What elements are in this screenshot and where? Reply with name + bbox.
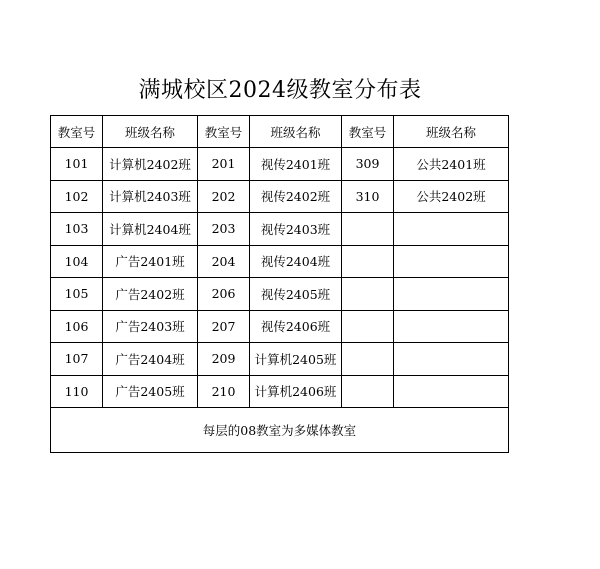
class-name-cell: 广告2403班: [103, 310, 198, 343]
class-name-cell: 视传2401班: [250, 148, 342, 181]
room-number-cell: [342, 245, 394, 278]
room-number-cell: [342, 310, 394, 343]
room-number-cell: 206: [198, 278, 250, 311]
class-name-cell: 计算机2404班: [103, 213, 198, 246]
room-number-cell: 203: [198, 213, 250, 246]
class-name-cell: 视传2403班: [250, 213, 342, 246]
class-name-cell: 公共2401班: [394, 148, 509, 181]
table-row: [51, 278, 509, 311]
class-name-cell: 计算机2402班: [103, 148, 198, 181]
classroom-table: [50, 115, 509, 453]
header-class-name: 班级名称: [394, 116, 509, 148]
table-row: [51, 343, 509, 376]
class-name-cell: [394, 213, 509, 246]
room-number-cell: 310: [342, 180, 394, 213]
class-name-cell: [394, 278, 509, 311]
table-footer-row: [51, 408, 509, 453]
room-number-cell: [342, 343, 394, 376]
class-name-cell: [394, 343, 509, 376]
table-row: [51, 375, 509, 408]
table-row: [51, 213, 509, 246]
room-number-cell: 103: [51, 213, 103, 246]
table-row: [51, 310, 509, 343]
class-name-cell: 广告2401班: [103, 245, 198, 278]
room-number-cell: 309: [342, 148, 394, 181]
header-class-name: 班级名称: [103, 116, 198, 148]
class-name-cell: 计算机2403班: [103, 180, 198, 213]
room-number-cell: 209: [198, 343, 250, 376]
class-name-cell: 计算机2406班: [250, 375, 342, 408]
class-name-cell: 广告2404班: [103, 343, 198, 376]
room-number-cell: 207: [198, 310, 250, 343]
class-name-cell: 公共2402班: [394, 180, 509, 213]
header-room-no: 教室号: [198, 116, 250, 148]
footnote-cell: 每层的08教室为多媒体教室: [51, 408, 509, 453]
room-number-cell: [342, 375, 394, 408]
room-number-cell: 104: [51, 245, 103, 278]
room-number-cell: 204: [198, 245, 250, 278]
header-room-no: 教室号: [342, 116, 394, 148]
class-name-cell: 广告2405班: [103, 375, 198, 408]
header-room-no: 教室号: [51, 116, 103, 148]
room-number-cell: 101: [51, 148, 103, 181]
class-name-cell: 广告2402班: [103, 278, 198, 311]
room-number-cell: 105: [51, 278, 103, 311]
class-name-cell: 计算机2405班: [250, 343, 342, 376]
class-name-cell: [394, 310, 509, 343]
class-name-cell: 视传2406班: [250, 310, 342, 343]
header-class-name: 班级名称: [250, 116, 342, 148]
page-title: 满城校区2024级教室分布表: [138, 78, 422, 103]
room-number-cell: 107: [51, 343, 103, 376]
room-number-cell: [342, 278, 394, 311]
table-row: [51, 148, 509, 181]
room-number-cell: 106: [51, 310, 103, 343]
class-name-cell: 视传2404班: [250, 245, 342, 278]
table-header-row: [51, 116, 509, 148]
table-row: [51, 245, 509, 278]
room-number-cell: [342, 213, 394, 246]
room-number-cell: 202: [198, 180, 250, 213]
class-name-cell: 视传2405班: [250, 278, 342, 311]
room-number-cell: 201: [198, 148, 250, 181]
room-number-cell: 210: [198, 375, 250, 408]
class-name-cell: [394, 245, 509, 278]
class-name-cell: [394, 375, 509, 408]
table-row: [51, 180, 509, 213]
room-number-cell: 102: [51, 180, 103, 213]
room-number-cell: 110: [51, 375, 103, 408]
class-name-cell: 视传2402班: [250, 180, 342, 213]
